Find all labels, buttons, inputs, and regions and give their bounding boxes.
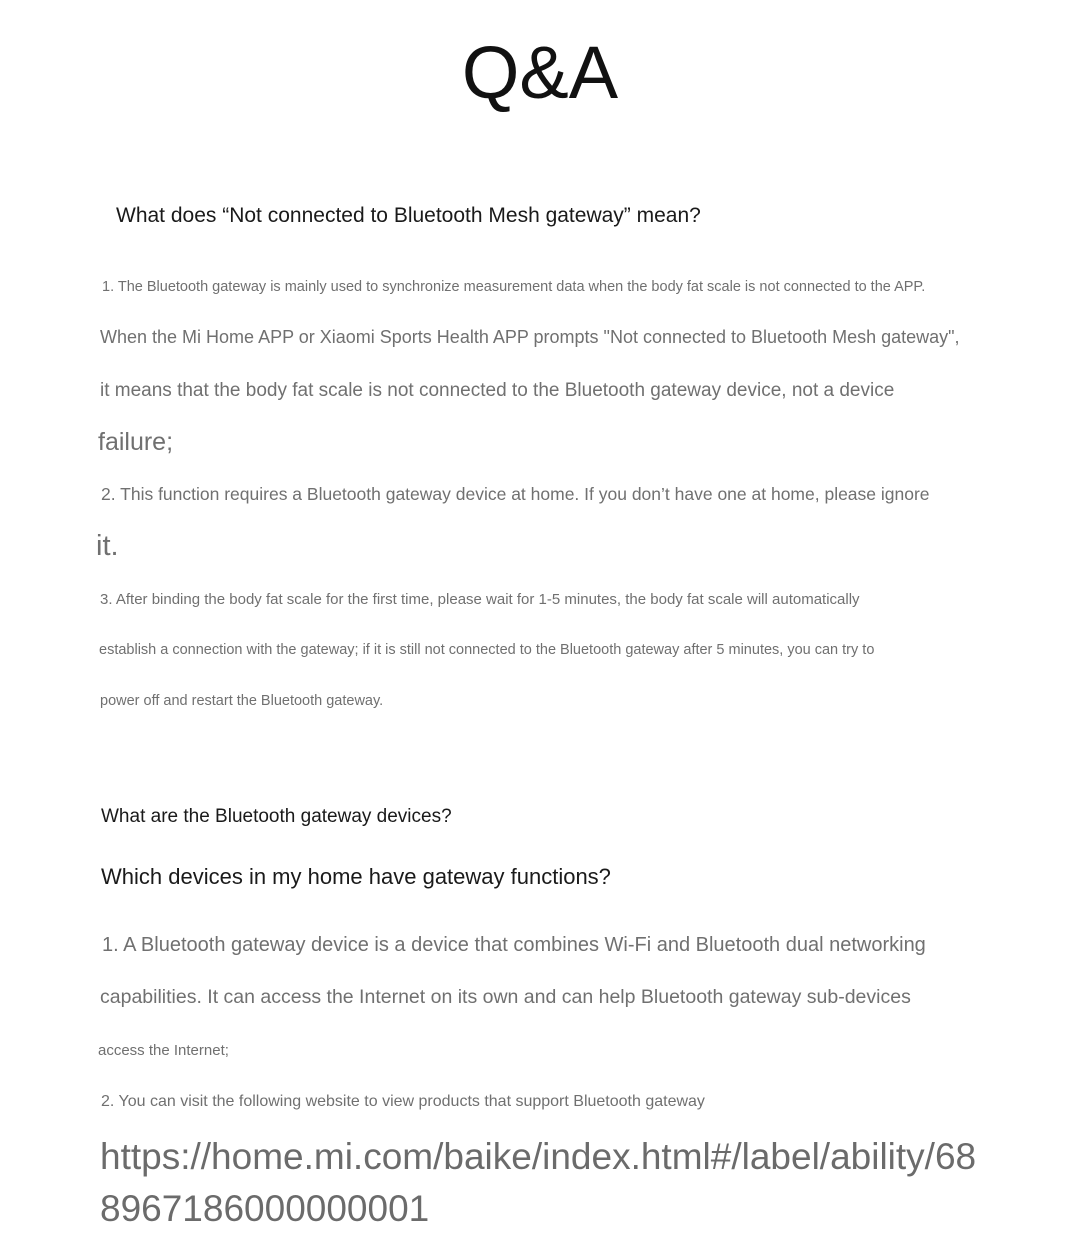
answer-line: 2. You can visit the following website to view products that support Bluetooth gateway — [101, 1093, 705, 1110]
answer-line: it. — [96, 530, 119, 562]
question-heading: Which devices in my home have gateway functions? — [101, 864, 611, 889]
answer-line: failure; — [98, 428, 174, 456]
answer-line: 3. After binding the body fat scale for the first time, please wait for 1-5 minutes, the body fat scale will automatically — [100, 591, 860, 608]
answer-line: access the Internet; — [98, 1042, 229, 1059]
answer-line: 1. A Bluetooth gateway device is a device that combines Wi-Fi and Bluetooth dual networking — [102, 934, 926, 956]
answer-line: it means that the body fat scale is not connected to the Bluetooth gateway device, not a device — [100, 380, 895, 401]
question-heading: What does “Not connected to Bluetooth Mesh gateway” mean? — [116, 204, 701, 227]
answer-line: When the Mi Home APP or Xiaomi Sports Health APP prompts "Not connected to Bluetooth Mesh gateway", — [100, 327, 960, 347]
answer-line: establish a connection with the gateway; if it is still not connected to the Bluetooth gateway after 5 minutes, you can try to — [99, 642, 875, 658]
website-link[interactable]: https://home.mi.com/baike/index.html#/label/ability/68 — [100, 1136, 977, 1177]
answer-line: power off and restart the Bluetooth gateway. — [100, 693, 384, 709]
page-title: Q&A — [461, 31, 619, 114]
question-heading: What are the Bluetooth gateway devices? — [101, 806, 452, 827]
answer-line: capabilities. It can access the Internet on its own and can help Bluetooth gateway sub-devices — [100, 986, 911, 1008]
answer-line: 2. This function requires a Bluetooth gateway device at home. If you don’t have one at home, please ignore — [101, 484, 930, 504]
website-link[interactable]: 8967186000000001 — [100, 1188, 430, 1229]
answer-line: 1. The Bluetooth gateway is mainly used to synchronize measurement data when the body fat scale is not connected to the APP. — [102, 279, 926, 295]
